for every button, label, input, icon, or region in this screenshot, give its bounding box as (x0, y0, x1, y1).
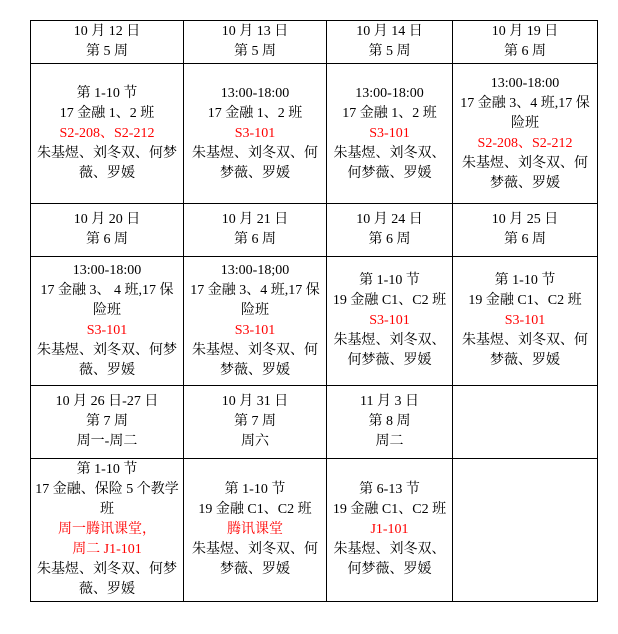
date-cell-r3c1 (31, 204, 184, 257)
session-cell-r2c1 (31, 64, 184, 204)
cell-text-line: 10 月 13 日 (221, 24, 289, 39)
date-cell-r3c3 (327, 204, 453, 257)
session-cell-r2c4 (453, 64, 598, 204)
cell-text-line: 10 月 21 日 (221, 212, 289, 227)
cell-text-line: 13:00-18:00 (72, 263, 142, 278)
room-highlight-line: 腾讯课堂 (227, 522, 283, 537)
cell-text-line: 朱基煜、刘冬双、何梦薇、罗媛 (462, 333, 588, 368)
room-highlight-line: S2-208、S2-212 (477, 135, 573, 151)
cell-text-line: 13:00-18:00 (355, 85, 424, 101)
session-cell-r4c1 (31, 257, 184, 386)
detail-row-6 (31, 459, 598, 602)
cell-text-line: 第 7 周 (86, 414, 128, 429)
date-cell-r5c1 (31, 386, 184, 459)
cell-text-line: 13:00-18;00 (220, 263, 290, 278)
room-highlight-line: S2-208、S2-212 (59, 125, 155, 141)
cell-text-line: 第 6 周 (504, 44, 546, 59)
cell-text-line: 第 1-10 节 (494, 273, 556, 288)
cell-text-line: 19 金融 C1、C2 班 (332, 293, 447, 308)
cell-text-line: 第 5 周 (234, 44, 276, 59)
date-cell-r5c4 (453, 386, 598, 459)
cell-text-line: 周一-周二 (76, 434, 138, 449)
room-highlight-line: 周一腾讯课堂， (58, 522, 156, 537)
cell-text-line: 10 月 24 日 (356, 212, 423, 227)
cell-text-line: 19 金融 C1、C2 班 (198, 502, 312, 517)
cell-text-line: 朱基煜、刘冬双、何梦薇、罗媛 (192, 145, 318, 181)
date-cell-r1c2 (184, 21, 327, 64)
cell-text-line: 第 1-10 节 (224, 482, 286, 497)
session-cell-r2c2 (184, 64, 327, 204)
schedule-table (30, 20, 598, 602)
cell-text-line: 周二 (375, 434, 404, 449)
cell-text-line: 10 月 26 日-27 日 (55, 394, 159, 409)
date-cell-r3c2 (184, 204, 327, 257)
room-highlight-line: S3-101 (234, 323, 276, 338)
cell-text-line: 第 1-10 节 (76, 462, 138, 477)
date-cell-r1c3 (327, 21, 453, 64)
cell-text-line: 第 6 周 (234, 232, 276, 247)
cell-text-line: 第 6 周 (86, 232, 128, 247)
date-cell-r5c3 (327, 386, 453, 459)
cell-text-line: 第 6 周 (368, 232, 411, 247)
cell-text-line: 10 月 19 日 (491, 24, 559, 39)
room-highlight-line: 周二 J1-101 (72, 542, 142, 557)
cell-text-line: 第 5 周 (368, 44, 411, 59)
cell-text-line: 朱基煜、刘冬双、何梦薇、罗媛 (462, 155, 588, 191)
session-cell-r6c3 (327, 459, 453, 602)
room-highlight-line: S3-101 (369, 313, 410, 328)
date-cell-r1c4 (453, 21, 598, 64)
schedule-page (0, 20, 618, 602)
session-cell-r2c3 (327, 64, 453, 204)
cell-text-line: 17 金融 1、2 班 (342, 105, 437, 121)
cell-text-line: 朱基煜、刘冬双、何梦薇、罗媛 (37, 145, 177, 181)
cell-text-line: 朱基煜、刘冬双、何梦薇、罗媛 (192, 343, 318, 378)
cell-text-line: 第 8 周 (368, 414, 411, 429)
cell-text-line: 10 月 20 日 (73, 212, 141, 227)
cell-text-line: 10 月 12 日 (73, 24, 141, 39)
cell-text-line: 10 月 31 日 (221, 394, 289, 409)
room-highlight-line: S3-101 (86, 323, 128, 338)
room-highlight-line: J1-101 (370, 522, 409, 537)
cell-text-line: 19 金融 C1、C2 班 (468, 293, 582, 308)
cell-text-line: 周六 (241, 434, 269, 449)
session-cell-r4c4 (453, 257, 598, 386)
session-cell-r6c1 (31, 459, 184, 602)
cell-text-line: 19 金融 C1、C2 班 (332, 502, 447, 517)
cell-text-line: 朱基煜、刘冬双、何梦薇、罗媛 (37, 343, 177, 378)
session-cell-r4c2 (184, 257, 327, 386)
cell-text-line: 10 月 14 日 (356, 24, 423, 39)
date-row-1 (31, 21, 598, 64)
session-cell-r4c3 (327, 257, 453, 386)
cell-text-line: 17 金融 1、2 班 (207, 105, 303, 121)
cell-text-line: 17 金融 3、 4 班,17 保险班 (40, 283, 174, 318)
cell-text-line: 第 1-10 节 (359, 273, 420, 288)
date-row-5 (31, 386, 598, 459)
detail-row-4 (31, 257, 598, 386)
cell-text-line: 朱基煜、刘冬双、何梦薇、罗媛 (333, 145, 446, 181)
cell-text-line: 第 1-10 节 (76, 85, 138, 101)
schedule-body (31, 21, 598, 602)
cell-text-line: 朱基煜、刘冬双、何梦薇、罗媛 (192, 542, 318, 577)
session-cell-r6c2 (184, 459, 327, 602)
cell-text-line: 17 金融 3、4 班,17 保险班 (460, 95, 590, 131)
cell-text-line: 11 月 3 日 (360, 394, 419, 409)
cell-text-line: 17 金融 3、4 班,17 保险班 (190, 283, 320, 318)
cell-text-line: 13:00-18:00 (220, 85, 290, 101)
cell-text-line: 朱基煜、刘冬双、何梦薇、罗媛 (333, 542, 446, 577)
date-row-3 (31, 204, 598, 257)
room-highlight-line: S3-101 (504, 313, 546, 328)
cell-text-line: 10 月 25 日 (491, 212, 559, 227)
date-cell-r3c4 (453, 204, 598, 257)
date-cell-r1c1 (31, 21, 184, 64)
date-cell-r5c2 (184, 386, 327, 459)
session-cell-r6c4 (453, 459, 598, 602)
cell-text-line: 17 金融、保险 5 个教学班 (35, 482, 179, 517)
cell-text-line: 第 7 周 (234, 414, 276, 429)
cell-text-line: 第 6 周 (504, 232, 546, 247)
cell-text-line: 朱基煜、刘冬双、何梦薇、罗媛 (333, 333, 446, 368)
room-highlight-line: S3-101 (369, 125, 410, 141)
cell-text-line: 第 5 周 (86, 44, 128, 59)
room-highlight-line: S3-101 (234, 125, 276, 141)
cell-text-line: 17 金融 1、2 班 (59, 105, 155, 121)
cell-text-line: 第 6-13 节 (359, 482, 420, 497)
detail-row-2 (31, 64, 598, 204)
cell-text-line: 朱基煜、刘冬双、何梦薇、罗媛 (37, 562, 177, 597)
cell-text-line: 13:00-18:00 (490, 75, 560, 91)
